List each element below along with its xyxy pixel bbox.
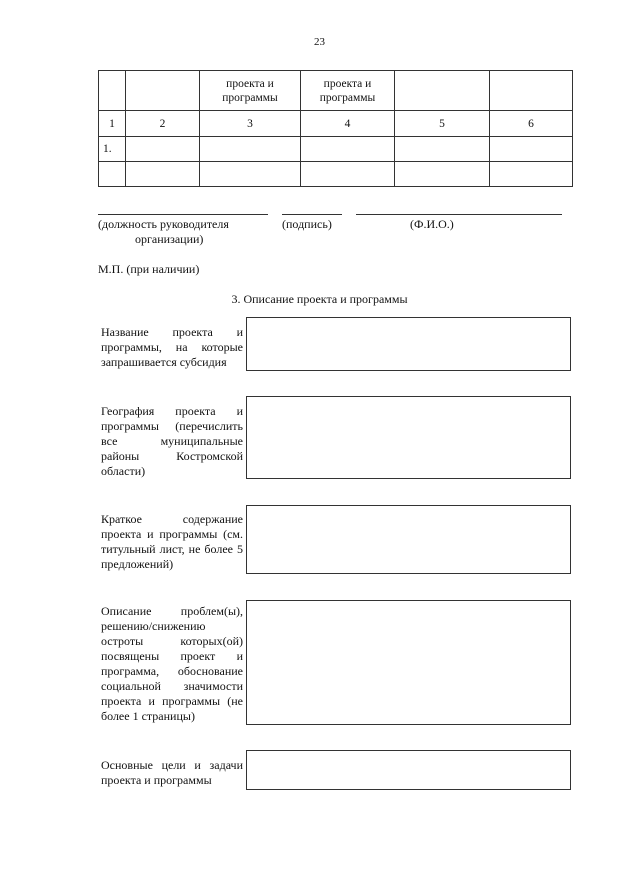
- position-signature-line[interactable]: [98, 214, 268, 215]
- field-input-project-summary[interactable]: [246, 505, 571, 574]
- table-row: [99, 111, 573, 137]
- name-signature-line[interactable]: [356, 214, 562, 215]
- table-row: [99, 137, 573, 162]
- field-input-goals-objectives[interactable]: [246, 750, 571, 790]
- table-cell[interactable]: [301, 137, 395, 162]
- table-cell[interactable]: [200, 162, 301, 187]
- table-cell: 4: [301, 111, 395, 137]
- table-row: [99, 71, 573, 111]
- table-cell[interactable]: [126, 162, 200, 187]
- table-cell[interactable]: [126, 137, 200, 162]
- table-cell: 3: [200, 111, 301, 137]
- table-cell: [126, 71, 200, 111]
- table-cell: 5: [395, 111, 490, 137]
- table-cell: 1.: [99, 137, 126, 162]
- table-cell[interactable]: [395, 137, 490, 162]
- page-number: 23: [314, 36, 325, 48]
- table-cell: 6: [490, 111, 573, 137]
- table-cell: [99, 71, 126, 111]
- field-label-project-summary: Краткое содержание проекта и программы (см. титульный лист, не более 5 предложений): [101, 512, 243, 571]
- full-name-label: (Ф.И.О.): [410, 217, 454, 231]
- organization-label: организации): [135, 232, 204, 246]
- table-cell[interactable]: [490, 137, 573, 162]
- table-cell: [395, 71, 490, 111]
- table-cell[interactable]: [490, 162, 573, 187]
- field-input-project-geography[interactable]: [246, 396, 571, 479]
- field-label-project-name: Название проекта и программы, на которые запрашивается субсидия: [101, 325, 243, 369]
- signature-label: (подпись): [282, 217, 332, 231]
- field-input-problem-description[interactable]: [246, 600, 571, 725]
- field-label-project-geography: География проекта и программы (перечислить все муниципальные районы Костромской области): [101, 404, 243, 478]
- field-input-project-name[interactable]: [246, 317, 571, 371]
- field-label-problem-description: Описание проблем(ы), решению/снижению остроты которых(ой) посвящены проект и программа, обоснование социальной значимости проекта и программы (не более 1 страницы): [101, 604, 243, 723]
- table-cell: проекта и программы: [200, 71, 301, 111]
- stamp-note: М.П. (при наличии): [98, 262, 200, 276]
- position-label: (должность руководителя: [98, 217, 229, 231]
- table-row: [99, 162, 573, 187]
- table-cell: 2: [126, 111, 200, 137]
- field-label-goals-objectives: Основные цели и задачи проекта и программы: [101, 758, 243, 787]
- table-cell[interactable]: [301, 162, 395, 187]
- budget-table: [98, 70, 573, 187]
- table-cell: 1: [99, 111, 126, 137]
- table-cell: проекта и программы: [301, 71, 395, 111]
- section-title: 3. Описание проекта и программы: [231, 292, 408, 306]
- table-cell: [490, 71, 573, 111]
- table-cell[interactable]: [200, 137, 301, 162]
- table-cell[interactable]: [395, 162, 490, 187]
- table-cell[interactable]: [99, 162, 126, 187]
- signature-line[interactable]: [282, 214, 342, 215]
